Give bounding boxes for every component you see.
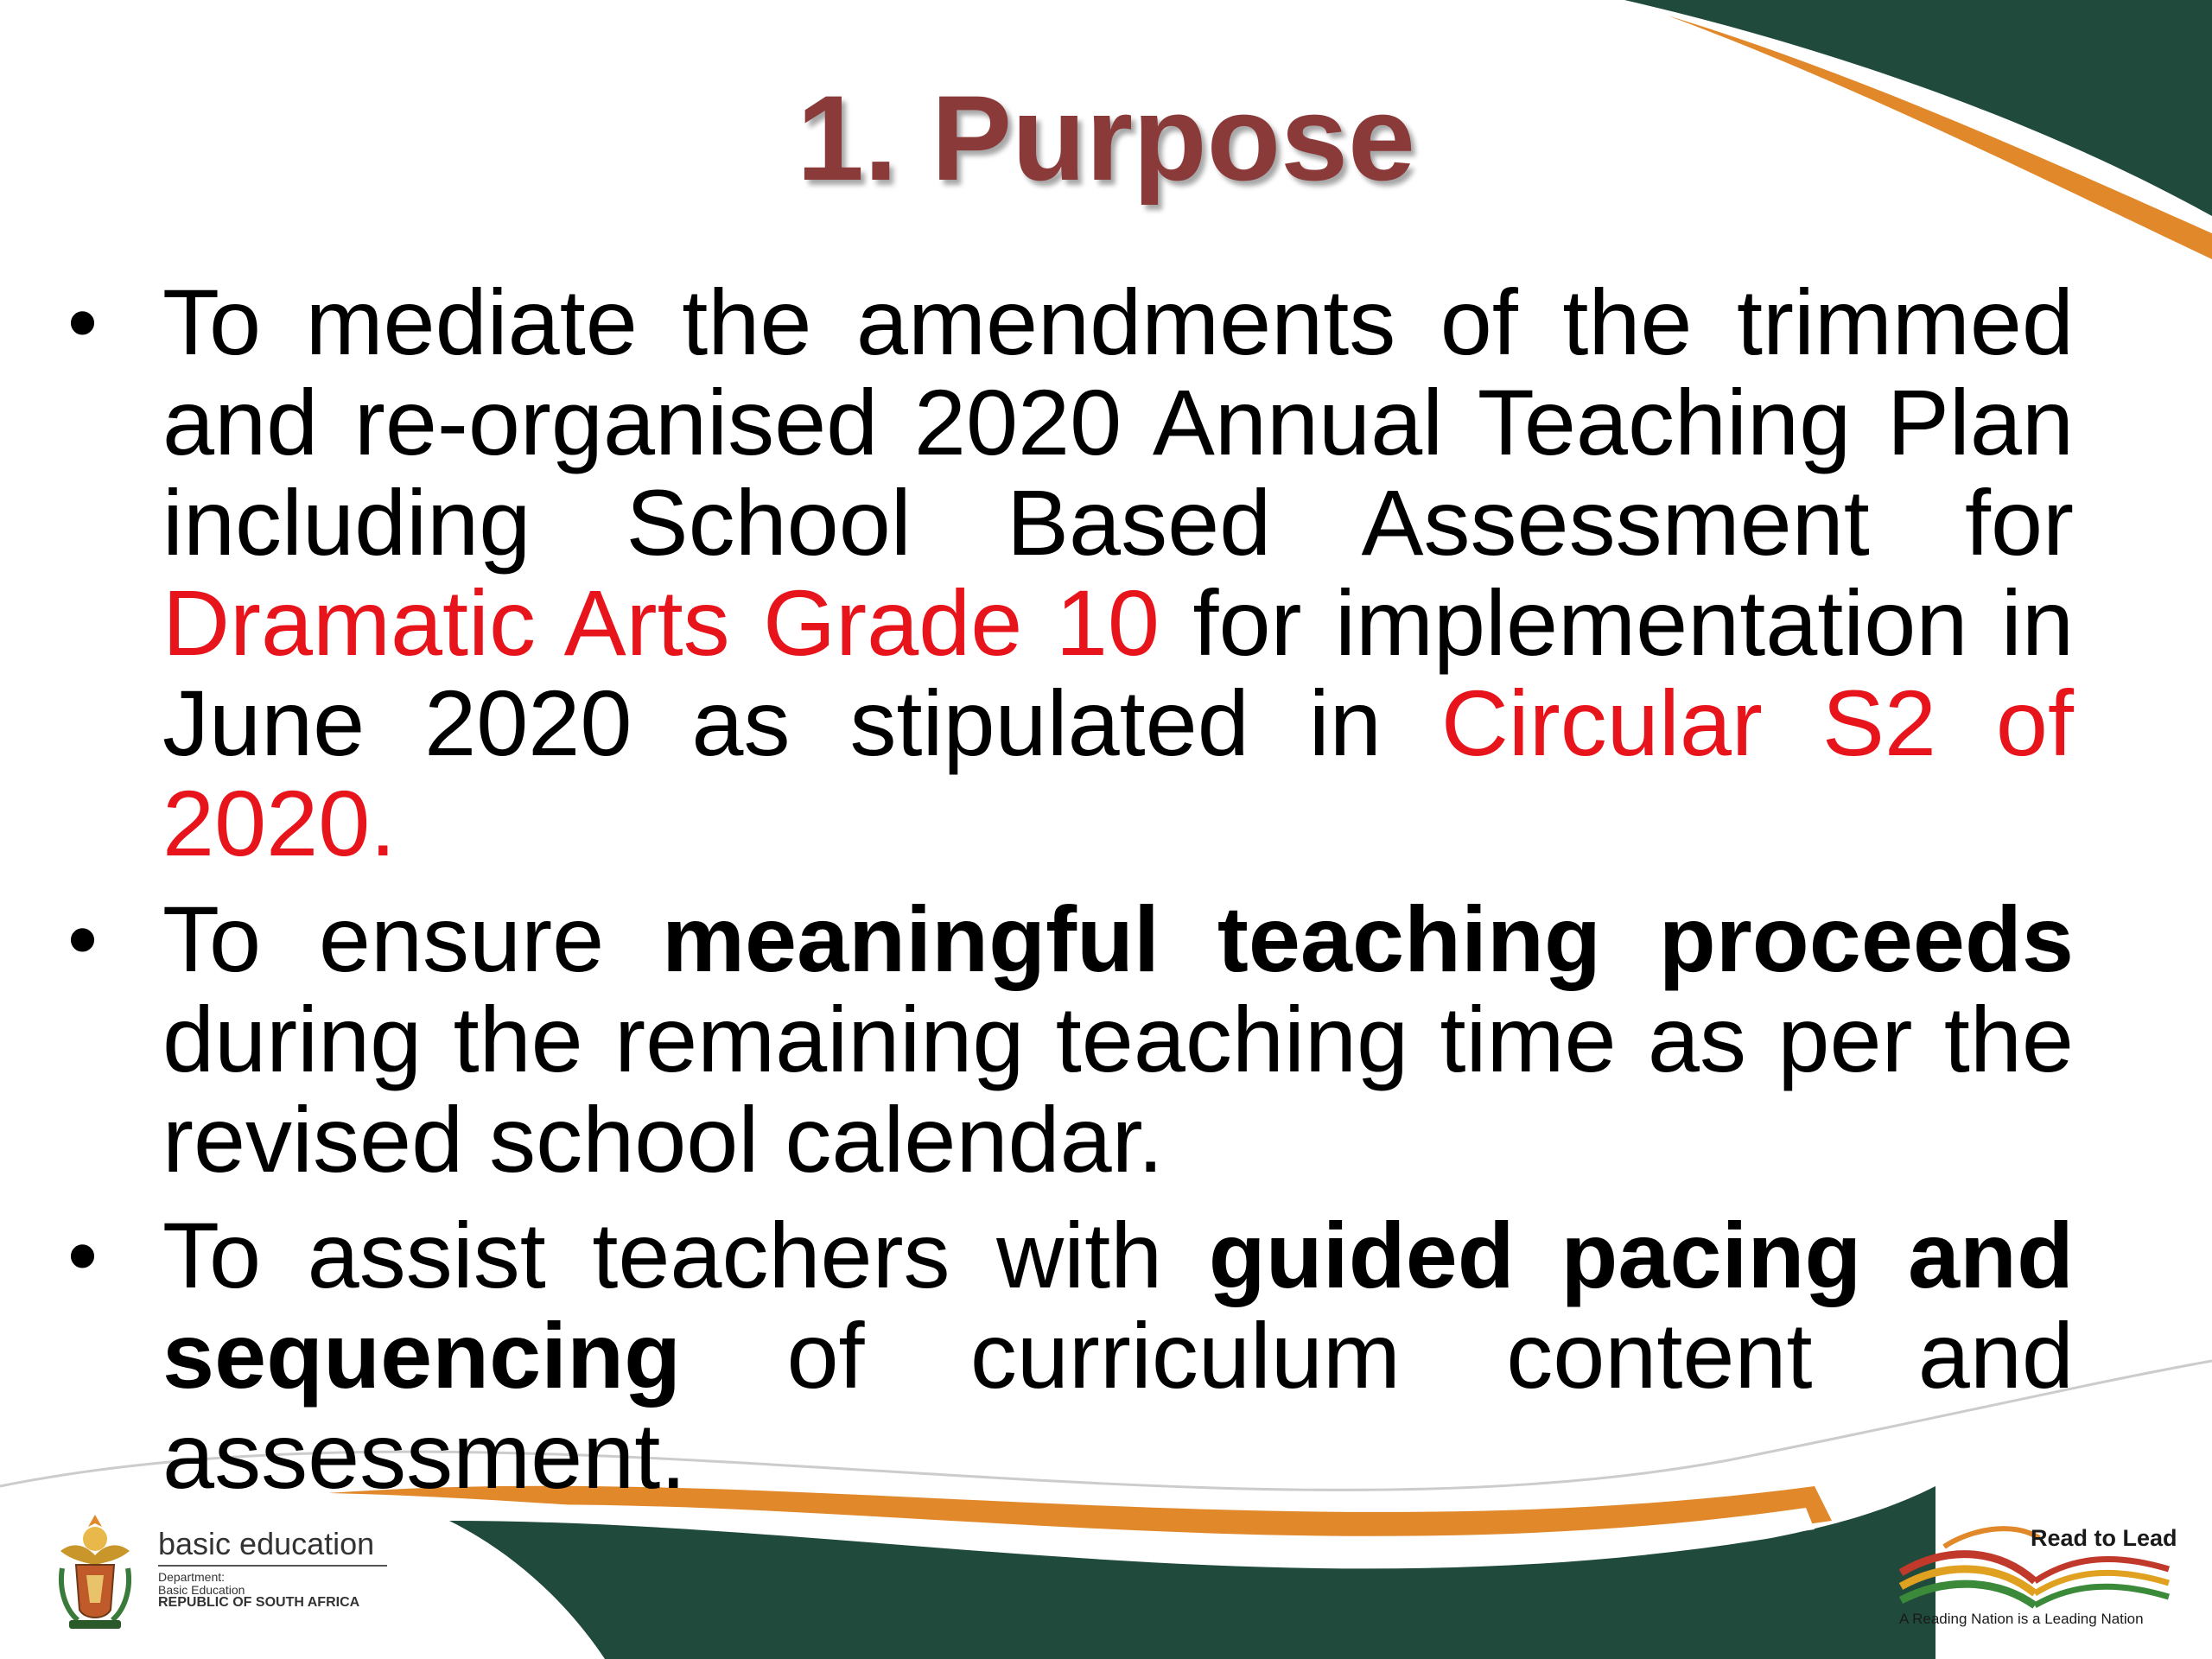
read-to-lead-tagline: A Reading Nation is a Leading Nation (1899, 1611, 2144, 1627)
bullet-3-bold: guided pacing and sequencing (162, 1203, 2074, 1408)
bullet-2-text-a: To ensure (162, 887, 662, 991)
slide-title: 1. Purpose (797, 70, 1415, 206)
bullet-2-text-b: during the remaining teaching time as per the revised school calendar. (162, 987, 2074, 1192)
bullet-list (162, 272, 2074, 1522)
bullet-3-text-b: of curriculum content and assessment. (162, 1303, 2074, 1508)
department-name: Basic Education (158, 1583, 245, 1597)
bullet-item-2 (162, 889, 2074, 1190)
basic-education-logo (43, 1508, 406, 1637)
logo-divider (158, 1565, 387, 1567)
bullet-1-circular-highlight: Circular S2 of 2020. (162, 671, 2074, 875)
coat-of-arms-icon (43, 1508, 147, 1637)
bullet-item-3 (162, 1205, 2074, 1506)
department-label: Department: (158, 1570, 226, 1584)
bullet-1-text-a: To mediate the amendments of the trimmed and re-organised 2020 Annual Teaching Plan including School Based Assessment for (162, 270, 2074, 575)
bullet-3-text-a: To assist teachers with (162, 1203, 1209, 1307)
read-to-lead-logo (1892, 1512, 2177, 1642)
read-to-lead-title: Read to Lead (2031, 1525, 2177, 1551)
country-name: REPUBLIC OF SOUTH AFRICA (158, 1595, 360, 1610)
basic-education-title: basic education (158, 1526, 375, 1561)
bullet-1-subject-highlight: Dramatic Arts Grade 10 (162, 570, 1160, 675)
bullet-item-1 (162, 272, 2074, 874)
bullet-2-bold: meaningful teaching proceeds (662, 887, 2074, 991)
bullet-1-text-b: for implementation in June 2020 as stipulated in (162, 570, 2074, 775)
